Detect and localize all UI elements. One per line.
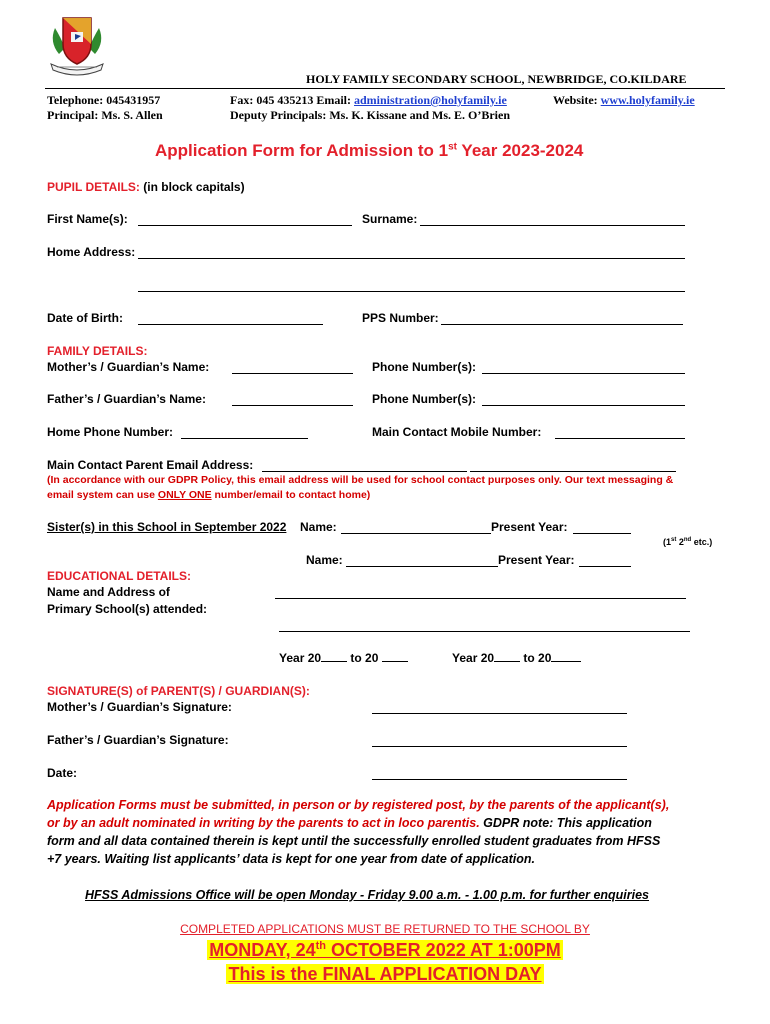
gdpr-note-text: GDPR note: This application	[483, 816, 652, 830]
present-year-line-1[interactable]	[573, 533, 631, 534]
title-text: Application Form for Admission to 1	[155, 141, 449, 160]
sister-name-line-1[interactable]	[341, 533, 491, 534]
date-label: Date:	[47, 766, 78, 780]
email-line-1[interactable]	[262, 471, 467, 472]
gdpr-text-c: number/email to contact home)	[211, 489, 371, 501]
pps-line[interactable]	[441, 324, 683, 325]
dob-line[interactable]	[138, 324, 323, 325]
year-a-blank-1[interactable]	[321, 661, 347, 662]
mother-signature-line[interactable]	[372, 713, 627, 714]
sisters-label: Sister(s) in this School in September 2022	[47, 520, 287, 534]
gdpr-note-line-2	[47, 489, 370, 501]
title-year: Year 2023-2024	[457, 141, 584, 160]
title-sup: st	[448, 141, 458, 153]
email-label: Main Contact Parent Email Address:	[47, 458, 254, 472]
year-note	[663, 537, 712, 547]
education-heading: EDUCATIONAL DETAILS:	[47, 569, 191, 583]
pupil-heading-text: PUPIL DETAILS:	[47, 180, 140, 194]
first-names-label: First Name(s):	[47, 212, 128, 226]
deadline	[207, 940, 563, 960]
home-address-label: Home Address:	[47, 245, 136, 259]
header-divider	[45, 88, 725, 89]
school-address-label-2: Primary School(s) attended:	[47, 602, 208, 616]
present-year-label-2: Present Year:	[498, 553, 575, 567]
father-name-line[interactable]	[232, 405, 353, 406]
surname-label: Surname:	[362, 212, 418, 226]
loco-parentis-text: or by an adult nominated in writing by the parents to act in loco parentis.	[47, 816, 484, 830]
note-a: (1	[663, 537, 672, 547]
block-capitals-note: (in block capitals)	[143, 180, 245, 194]
year-b-start: Year 20	[452, 651, 495, 665]
retention-note-1: form and all data contained therein is kept until the successfully enrolled student graduates from HFSS	[47, 834, 661, 848]
first-names-line[interactable]	[138, 225, 352, 226]
email-line-2[interactable]	[470, 471, 676, 472]
school-address-label-1: Name and Address of	[47, 585, 170, 599]
year-a-end: to 20	[350, 651, 379, 665]
date-line[interactable]	[372, 779, 627, 780]
home-phone-label: Home Phone Number:	[47, 425, 174, 439]
primary-school-line-1[interactable]	[275, 598, 686, 599]
father-signature-label: Father’s / Guardian’s Signature:	[47, 733, 229, 747]
pupil-details-heading	[47, 180, 245, 194]
note-c: etc.)	[691, 537, 713, 547]
year-b-blank-2[interactable]	[551, 661, 581, 662]
deadline-a: MONDAY, 24	[209, 940, 316, 960]
home-phone-line[interactable]	[181, 438, 308, 439]
signatures-heading: SIGNATURE(S) of PARENT(S) / GUARDIAN(S):	[47, 684, 310, 698]
sister-name-label-1: Name:	[300, 520, 337, 534]
phone-line-1[interactable]	[482, 373, 685, 374]
surname-line[interactable]	[420, 225, 685, 226]
mother-signature-label: Mother’s / Guardian’s Signature:	[47, 700, 232, 714]
year-b-end: to 20	[523, 651, 552, 665]
website-label: Website:	[553, 93, 601, 107]
year-range-a	[279, 651, 408, 665]
home-address-line-2[interactable]	[138, 291, 685, 292]
deadline-b: OCTOBER 2022 AT 1:00PM	[326, 940, 561, 960]
mobile-line[interactable]	[555, 438, 685, 439]
mother-name-label: Mother’s / Guardian’s Name:	[47, 360, 210, 374]
deadline-row	[0, 940, 770, 961]
website-link[interactable]: www.holyfamily.ie	[600, 93, 695, 107]
note-sup2: nd	[683, 537, 692, 543]
primary-school-line-2[interactable]	[279, 631, 690, 632]
home-address-line-1[interactable]	[138, 258, 685, 259]
phone-label-1: Phone Number(s):	[372, 360, 477, 374]
gdpr-only-one: ONLY ONE	[157, 489, 212, 501]
school-name: HOLY FAMILY SECONDARY SCHOOL, NEWBRIDGE, CO.KILDARE	[306, 72, 687, 86]
sister-name-label-2: Name:	[306, 553, 343, 567]
year-a-start: Year 20	[279, 651, 322, 665]
phone-line-2[interactable]	[482, 405, 685, 406]
present-year-line-2[interactable]	[579, 566, 631, 567]
gdpr-text-a: email system can use	[47, 489, 158, 501]
father-name-label: Father’s / Guardian’s Name:	[47, 392, 206, 406]
submission-note-2	[47, 816, 652, 830]
final-application-day: This is the FINAL APPLICATION DAY	[228, 964, 542, 984]
deputy-principals: Deputy Principals: Ms. K. Kissane and Ms. E. O’Brien	[230, 108, 511, 122]
note-b: 2	[676, 537, 684, 547]
dob-label: Date of Birth:	[47, 311, 123, 325]
family-details-heading: FAMILY DETAILS:	[47, 344, 148, 358]
submission-note-1: Application Forms must be submitted, in person or by registered post, by the parents of the applicant(s),	[47, 798, 670, 812]
sister-name-line-2[interactable]	[346, 566, 498, 567]
school-crest-logo	[45, 14, 109, 78]
retention-note-2: +7 years. Waiting list applicants’ data is kept for one year from date of application.	[47, 852, 535, 866]
pps-label: PPS Number:	[362, 311, 439, 325]
mobile-label: Main Contact Mobile Number:	[372, 425, 542, 439]
year-b-blank-1[interactable]	[494, 661, 520, 662]
present-year-label-1: Present Year:	[491, 520, 568, 534]
office-hours: HFSS Admissions Office will be open Monday - Friday 9.00 a.m. - 1.00 p.m. for further enquiries	[85, 888, 650, 902]
fax-email-label: Fax: 045 435213 Email:	[230, 93, 354, 107]
email-link[interactable]: administration@holyfamily.ie	[354, 93, 507, 107]
completed-applications-note: COMPLETED APPLICATIONS MUST BE RETURNED TO THE SCHOOL BY	[180, 922, 590, 936]
telephone: Telephone: 045431957	[47, 93, 161, 107]
year-range-b	[452, 651, 581, 665]
father-signature-line[interactable]	[372, 746, 627, 747]
final-day-row	[0, 964, 770, 985]
form-title	[155, 141, 583, 161]
website-line	[553, 93, 695, 108]
principal: Principal: Ms. S. Allen	[47, 108, 163, 122]
mother-name-line[interactable]	[232, 373, 353, 374]
year-a-blank-2[interactable]	[382, 661, 408, 662]
gdpr-note-line-1: (In accordance with our GDPR Policy, this email address will be used for school contact purposes only. Our text messaging &	[47, 474, 674, 486]
phone-label-2: Phone Number(s):	[372, 392, 477, 406]
fax-email-line	[230, 93, 507, 108]
note-sup1: st	[671, 537, 677, 543]
deadline-sup: th	[315, 940, 326, 952]
